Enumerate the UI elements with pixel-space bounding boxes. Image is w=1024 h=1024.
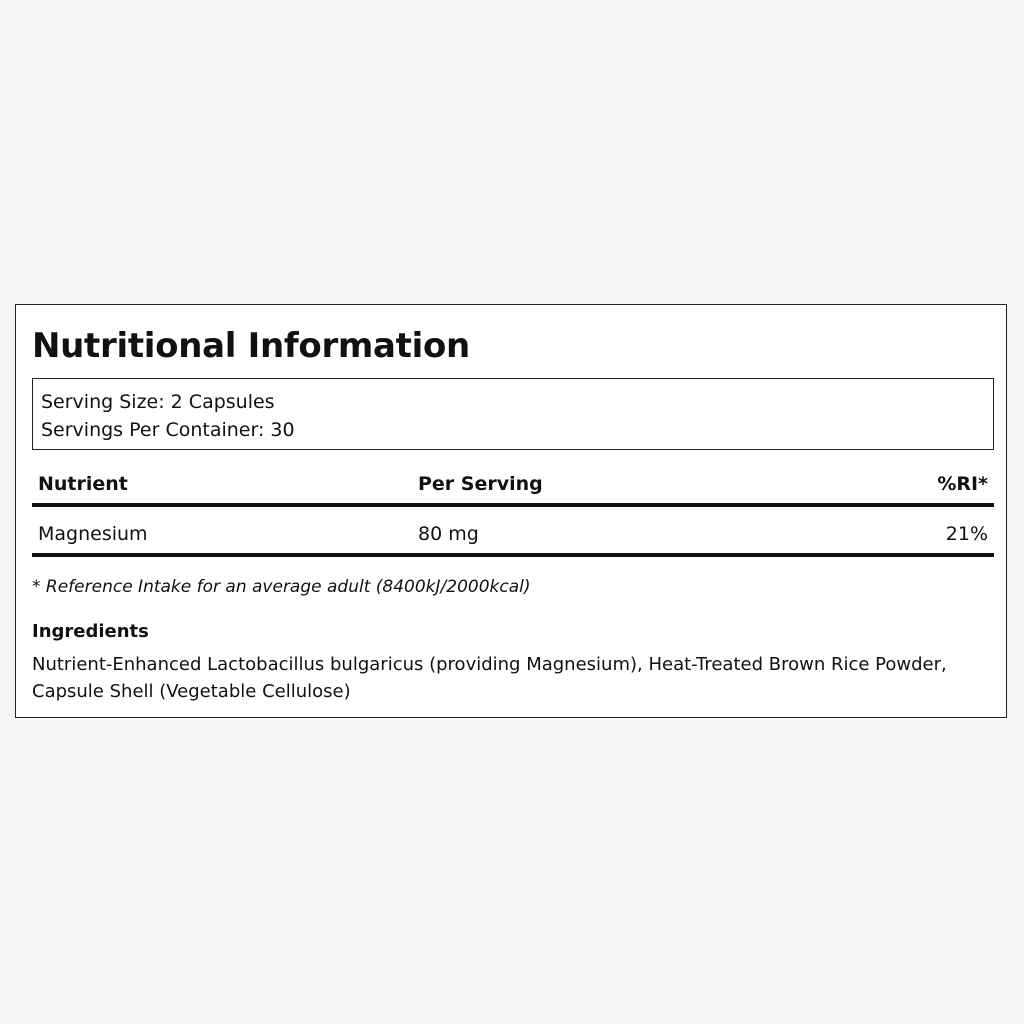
ingredients-heading: Ingredients [32, 621, 149, 642]
page-title: Nutritional Information [32, 326, 470, 366]
nutrient-name: Magnesium [38, 523, 148, 545]
header-nutrient: Nutrient [38, 473, 128, 495]
header-per-serving: Per Serving [418, 473, 543, 495]
reference-intake-footnote: * Reference Intake for an average adult (8400kJ/2000kcal) [32, 577, 531, 597]
table-header-row [32, 465, 994, 507]
servings-per-container: Servings Per Container: 30 [41, 419, 295, 441]
nutrition-label-panel [15, 304, 1007, 718]
nutrient-ri: 21% [945, 523, 988, 545]
ingredients-text: Nutrient-Enhanced Lactobacillus bulgaricus (providing Magnesium), Heat-Treated Brown Rice Powder, Capsule Shell (Vegetable Cellulose) [32, 654, 947, 702]
nutrient-amount: 80 mg [418, 523, 479, 545]
nutrient-table [32, 465, 994, 557]
serving-info-box [32, 378, 994, 450]
header-ri: %RI* [937, 473, 988, 495]
serving-size: Serving Size: 2 Capsules [41, 391, 275, 413]
table-row [32, 507, 994, 557]
